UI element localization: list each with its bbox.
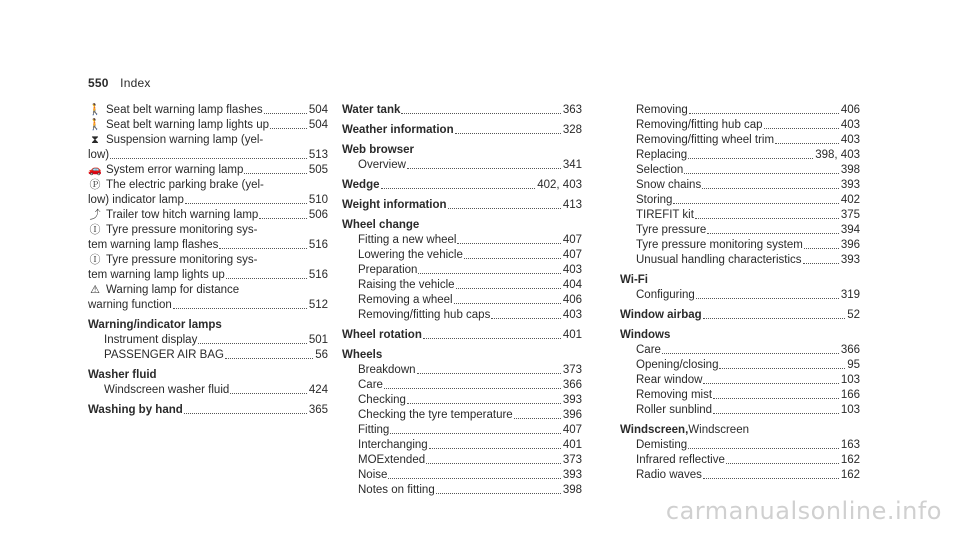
index-entry: [620, 403, 860, 418]
index-heading: [620, 308, 860, 323]
entry-text: Selection: [636, 164, 684, 176]
entry-text: Radio waves: [636, 469, 702, 481]
dot-leader: [407, 168, 561, 169]
index-entry: [620, 133, 860, 148]
entry-text: Tyre pressure monitoring sys-: [106, 254, 258, 266]
heading-text: Wheel change: [342, 219, 420, 231]
dot-leader: [436, 493, 561, 494]
index-entry: [88, 298, 328, 313]
entry-text: Removing/fitting hub cap: [636, 119, 763, 131]
entry-text: Care: [358, 379, 383, 391]
page-header: [88, 76, 151, 90]
page-reference: 398: [840, 164, 860, 176]
index-entry: [342, 393, 582, 408]
page-reference: 166: [840, 389, 860, 401]
index-entry: [88, 333, 328, 348]
warning-lamp-icon: ⤴: [89, 209, 101, 221]
dot-leader: [514, 418, 561, 419]
entry-text: Unusual handling characteristics: [636, 254, 802, 266]
index-heading: [342, 123, 582, 138]
index-entry: [342, 293, 582, 308]
dot-leader: [198, 343, 306, 344]
index-entry: [88, 283, 328, 298]
dot-leader: [688, 448, 839, 449]
page-reference: 393: [562, 469, 582, 481]
entry-text: Lowering the vehicle: [358, 249, 463, 261]
page-reference: 407: [562, 424, 582, 436]
index-entry: [88, 268, 328, 283]
dot-leader: [259, 218, 306, 219]
entry-text: Fitting a new wheel: [358, 234, 457, 246]
dot-leader: [713, 398, 839, 399]
dot-leader: [384, 388, 561, 389]
dot-leader: [381, 188, 536, 189]
page-reference: 398: [562, 484, 582, 496]
page-reference: 504: [308, 119, 328, 131]
dot-leader: [684, 173, 839, 174]
index-entry: [620, 163, 860, 178]
index-entry: [88, 253, 328, 268]
heading-text: Washing by hand: [88, 404, 183, 416]
page-reference: 424: [308, 384, 328, 396]
warning-lamp-icon: ⧗: [91, 134, 99, 146]
page-reference: 56: [315, 349, 328, 361]
entry-text: Breakdown: [358, 364, 416, 376]
page-reference: 406: [840, 104, 860, 116]
entry-text: Removing/fitting wheel trim: [636, 134, 775, 146]
index-column-3: [620, 103, 860, 483]
index-entry: [620, 288, 860, 303]
entry-text: PASSENGER AIR BAG: [104, 349, 224, 361]
index-heading: [342, 328, 582, 343]
entry-text: Storing: [636, 194, 673, 206]
index-entry: [342, 468, 582, 483]
page-reference: 407: [562, 249, 582, 261]
entry-text: Care: [636, 344, 661, 356]
page-reference: 341: [562, 159, 582, 171]
index-heading: [620, 423, 860, 438]
index-heading: [342, 198, 582, 213]
index-entry: [88, 133, 328, 148]
dot-leader: [423, 338, 561, 339]
heading-text: Window airbag: [620, 309, 702, 321]
page-reference: 52: [847, 309, 860, 321]
entry-text: Instrument display: [104, 334, 198, 346]
page-reference: 402, 403: [537, 179, 582, 191]
index-entry: [342, 363, 582, 378]
page-reference: 403: [562, 264, 582, 276]
entry-text: Raising the vehicle: [358, 279, 455, 291]
entry-text: Demisting: [636, 439, 688, 451]
index-entry: [620, 238, 860, 253]
dot-leader: [764, 128, 839, 129]
page-reference: 363: [562, 104, 582, 116]
index-entry: [620, 453, 860, 468]
index-entry: [342, 408, 582, 423]
index-entry: [88, 118, 328, 133]
index-entry: [620, 373, 860, 388]
dot-leader: [703, 478, 839, 479]
index-entry: [620, 253, 860, 268]
dot-leader: [726, 463, 839, 464]
page-reference: 512: [308, 299, 328, 311]
dot-leader: [695, 218, 839, 219]
page-reference: 505: [308, 164, 328, 176]
entry-text: Replacing: [636, 149, 688, 161]
index-entry: [620, 388, 860, 403]
index-column-2: [342, 103, 582, 498]
warning-lamp-icon: Ⓘ: [89, 254, 101, 266]
index-entry: [88, 348, 328, 363]
entry-text: Removing a wheel: [358, 294, 453, 306]
warning-lamp-icon: Ⓘ: [89, 224, 101, 236]
dot-leader: [688, 158, 813, 159]
heading-text: Wi-Fi: [620, 274, 648, 286]
entry-text: TIREFIT kit: [636, 209, 694, 221]
page-reference: 393: [840, 254, 860, 266]
entry-text: Overview: [358, 159, 406, 171]
index-entry: [88, 208, 328, 223]
index-entry: [342, 278, 582, 293]
page-reference: 407: [562, 234, 582, 246]
index-entry: [88, 148, 328, 163]
entry-text: Trailer tow hitch warning lamp: [106, 209, 259, 221]
entry-text: Seat belt warning lamp flashes: [106, 104, 263, 116]
index-heading: [88, 368, 328, 383]
index-entry: [342, 453, 582, 468]
dot-leader: [457, 243, 560, 244]
index-entry: [342, 248, 582, 263]
dot-leader: [173, 308, 307, 309]
entry-text: Seat belt warning lamp lights up: [106, 119, 270, 131]
warning-lamp-icon: ⚠: [90, 284, 100, 296]
dot-leader: [110, 158, 307, 159]
page-reference: 365: [308, 404, 328, 416]
dot-leader: [456, 288, 561, 289]
page-reference: 162: [840, 469, 860, 481]
entry-text: Tyre pressure: [636, 224, 707, 236]
page-reference: 403: [562, 309, 582, 321]
entry-text: Removing: [636, 104, 688, 116]
heading-text: Windows: [620, 329, 671, 341]
dot-leader: [270, 128, 307, 129]
entry-text: Warning lamp for distance: [106, 284, 240, 296]
page-reference: 504: [308, 104, 328, 116]
index-entry: [620, 148, 860, 163]
dot-leader: [401, 113, 560, 114]
index-entry: [88, 163, 328, 178]
page-reference: 406: [562, 294, 582, 306]
warning-lamp-icon: 🚶: [88, 104, 102, 116]
heading-text: Weight information: [342, 199, 447, 211]
page-number: 550: [88, 76, 109, 90]
index-column-1: [88, 103, 328, 418]
page-reference: 413: [562, 199, 582, 211]
entry-text: Tyre pressure monitoring system: [636, 239, 803, 251]
index-entry: [620, 438, 860, 453]
dot-leader: [244, 173, 306, 174]
index-entry: [620, 223, 860, 238]
dot-leader: [230, 393, 307, 394]
page-reference: 103: [840, 404, 860, 416]
dot-leader: [225, 358, 313, 359]
page-reference: 394: [840, 224, 860, 236]
page-reference: 319: [840, 289, 860, 301]
dot-leader: [390, 433, 560, 434]
dot-leader: [673, 203, 838, 204]
dot-leader: [491, 318, 560, 319]
index-heading: [342, 103, 582, 118]
index-entry: [342, 438, 582, 453]
page-reference: 396: [562, 409, 582, 421]
dot-leader: [702, 188, 839, 189]
heading-text: Wheel rotation: [342, 329, 422, 341]
dot-leader: [185, 203, 307, 204]
index-entry: [342, 263, 582, 278]
heading-text: Warning/indicator lamps: [88, 319, 222, 331]
index-heading: [342, 143, 582, 158]
index-entry: [88, 238, 328, 253]
page-reference: 513: [308, 149, 328, 161]
page-reference: 373: [562, 454, 582, 466]
index-entry: [620, 118, 860, 133]
page-reference: 366: [562, 379, 582, 391]
page-reference: 373: [562, 364, 582, 376]
dot-leader: [703, 318, 846, 319]
index-entry: [620, 343, 860, 358]
page-reference: 506: [308, 209, 328, 221]
dot-leader: [388, 478, 560, 479]
page-reference: 401: [562, 329, 582, 341]
index-entry: [88, 193, 328, 208]
dot-leader: [662, 353, 839, 354]
index-entry: [620, 178, 860, 193]
index-entry: [342, 233, 582, 248]
index-entry: [342, 483, 582, 498]
dot-leader: [719, 368, 845, 369]
entry-text: Tyre pressure monitoring sys-: [106, 224, 258, 236]
index-heading: [342, 218, 582, 233]
page-reference: 375: [840, 209, 860, 221]
index-heading: [88, 403, 328, 418]
page-reference: 393: [562, 394, 582, 406]
entry-text: low): [88, 149, 110, 161]
warning-lamp-icon: Ⓟ: [89, 179, 101, 191]
dot-leader: [689, 113, 839, 114]
entry-text: MOExtended: [358, 454, 426, 466]
entry-text: Preparation: [358, 264, 418, 276]
entry-text: warning function: [88, 299, 172, 311]
dot-leader: [713, 413, 839, 414]
index-entry: [620, 468, 860, 483]
page-reference: 516: [308, 239, 328, 251]
entry-text: tem warning lamp flashes: [88, 239, 219, 251]
dot-leader: [448, 208, 561, 209]
page-reference: 328: [562, 124, 582, 136]
page-reference: 510: [308, 194, 328, 206]
dot-leader: [703, 383, 838, 384]
entry-text: System error warning lamp: [106, 164, 244, 176]
watermark: carmanualsonline.info: [665, 497, 942, 525]
dot-leader: [184, 413, 307, 414]
entry-text: tem warning lamp lights up: [88, 269, 225, 281]
page-reference: 501: [308, 334, 328, 346]
page-reference: 396: [840, 239, 860, 251]
dot-leader: [407, 403, 561, 404]
heading-text: Wheels: [342, 349, 383, 361]
index-heading: [620, 273, 860, 288]
entry-text: Removing/fitting hub caps: [358, 309, 491, 321]
heading-text: Web browser: [342, 144, 414, 156]
section-title: Index: [120, 76, 151, 90]
entry-text: Infrared reflective: [636, 454, 725, 466]
index-entry: [88, 178, 328, 193]
index-entry: [620, 193, 860, 208]
entry-text: The electric parking brake (yel-: [106, 179, 264, 191]
dot-leader: [454, 303, 561, 304]
index-entry: [620, 358, 860, 373]
dot-leader: [219, 248, 306, 249]
page-reference: 403: [840, 134, 860, 146]
page-reference: 103: [840, 374, 860, 386]
heading-text: Washer fluid: [88, 369, 157, 381]
warning-lamp-icon: 🚗: [88, 164, 102, 176]
entry-text: Windscreen washer fluid: [104, 384, 230, 396]
dot-leader: [696, 298, 839, 299]
index-entry: [342, 158, 582, 173]
index-entry: [620, 103, 860, 118]
index-entry: [88, 223, 328, 238]
page-reference: 404: [562, 279, 582, 291]
page-reference: 366: [840, 344, 860, 356]
entry-text: Checking: [358, 394, 406, 406]
dot-leader: [707, 233, 839, 234]
page-reference: 163: [840, 439, 860, 451]
index-entry: [88, 383, 328, 398]
entry-text: Removing mist: [636, 389, 713, 401]
entry-text: Roller sunblind: [636, 404, 713, 416]
entry-text: Notes on fitting: [358, 484, 435, 496]
dot-leader: [464, 258, 561, 259]
page-reference: 162: [840, 454, 860, 466]
heading-text: Weather information: [342, 124, 454, 136]
index-heading: [88, 318, 328, 333]
page-reference: 95: [847, 359, 860, 371]
dot-leader: [418, 273, 560, 274]
heading-text: Water tank: [342, 104, 401, 116]
page-reference: 402: [840, 194, 860, 206]
warning-lamp-icon: 🚶: [88, 119, 102, 131]
dot-leader: [804, 248, 839, 249]
entry-text: Noise: [358, 469, 388, 481]
dot-leader: [775, 143, 839, 144]
entry-text: Checking the tyre temperature: [358, 409, 513, 421]
entry-text: Configuring: [636, 289, 695, 301]
index-heading: [342, 348, 582, 363]
heading-suffix: Windscreen: [688, 424, 749, 436]
dot-leader: [426, 463, 561, 464]
entry-text: Rear window: [636, 374, 703, 386]
page-reference: 401: [562, 439, 582, 451]
dot-leader: [417, 373, 561, 374]
index-entry: [88, 103, 328, 118]
heading-text: Wedge: [342, 179, 380, 191]
entry-text: Fitting: [358, 424, 390, 436]
index-entry: [342, 308, 582, 323]
page-reference: 403: [840, 119, 860, 131]
page-reference: 516: [308, 269, 328, 281]
entry-text: Interchanging: [358, 439, 428, 451]
index-entry: [620, 208, 860, 223]
index-heading: [342, 178, 582, 193]
dot-leader: [455, 133, 561, 134]
dot-leader: [429, 448, 561, 449]
index-heading: [620, 328, 860, 343]
dot-leader: [264, 113, 307, 114]
page-reference: 398, 403: [815, 149, 860, 161]
page-reference: 393: [840, 179, 860, 191]
dot-leader: [803, 263, 839, 264]
index-entry: [342, 423, 582, 438]
entry-text: low) indicator lamp: [88, 194, 184, 206]
entry-text: Suspension warning lamp (yel-: [106, 134, 264, 146]
heading-text: Windscreen,: [620, 424, 689, 436]
entry-text: Snow chains: [636, 179, 702, 191]
index-entry: [342, 378, 582, 393]
entry-text: Opening/closing: [636, 359, 719, 371]
dot-leader: [226, 278, 307, 279]
